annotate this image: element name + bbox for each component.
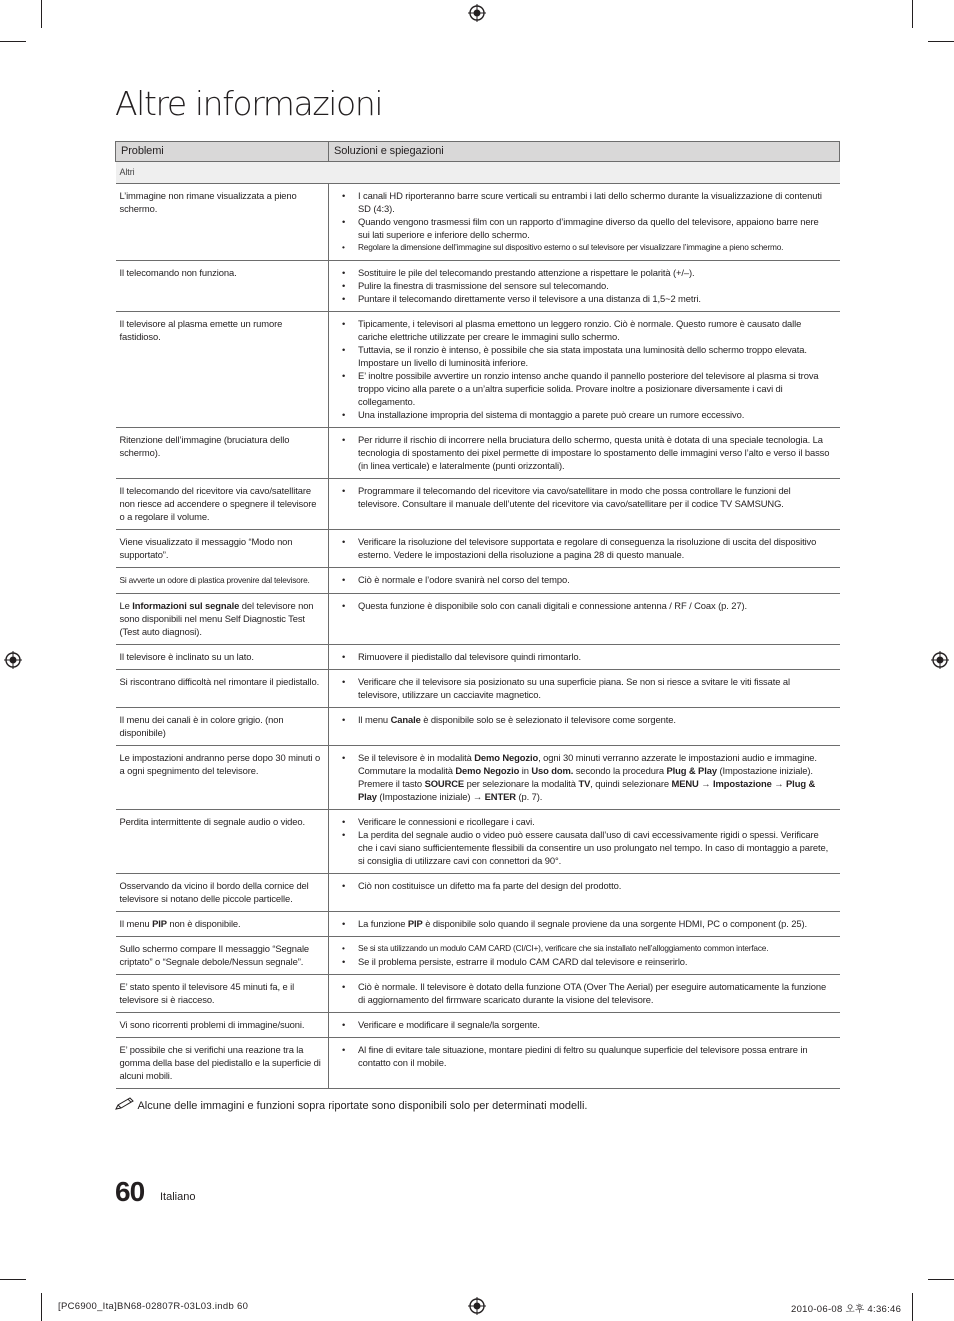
problem-cell — [116, 312, 329, 428]
bold-term: Demo Negozio — [455, 765, 520, 776]
solution-cell — [329, 312, 840, 428]
text-part: secondo la procedura — [573, 765, 667, 776]
solution-item — [334, 917, 835, 930]
problem-cell — [116, 645, 329, 670]
problem-text: Si riscontrano difficoltà nel rimontare il piedistallo. — [119, 676, 320, 687]
solution-item — [334, 713, 835, 726]
solution-cell — [329, 594, 840, 645]
solution-item: • Al fine di evitare tale situazione, montare piedini di feltro su qualunque superficie del televisore possa entrare in contatto con il mobile. — [334, 1043, 835, 1069]
solution-cell — [329, 645, 840, 670]
crop-mark — [0, 41, 26, 42]
bold-term: Plug & Play — [358, 778, 816, 802]
troubleshooting-table — [115, 141, 840, 1089]
registration-mark-icon — [4, 651, 22, 669]
text-part: Il menu — [358, 714, 391, 725]
text-part: La funzione — [358, 918, 408, 929]
header-solutions: Soluzioni e spiegazioni — [329, 142, 840, 162]
footer-timestamp: 2010-06-08 오후 4:36:46 — [791, 1304, 902, 1315]
text-part: è disponibile solo quando il segnale proviene da una sorgente HDMI, PC o component (p. 25). — [422, 918, 807, 929]
solution-cell — [329, 1013, 840, 1038]
solution-list — [334, 189, 835, 254]
table-row — [116, 708, 840, 746]
solution-list — [334, 599, 835, 612]
solution-cell — [329, 746, 840, 810]
solution-list — [334, 266, 835, 305]
problem-text: Il telecomando non funziona. — [119, 267, 237, 278]
table-row — [116, 746, 840, 810]
table-row — [116, 975, 840, 1013]
problem-text: Ritenzione dell’immagine (bruciatura dello schermo). — [119, 434, 290, 458]
solution-cell — [329, 568, 840, 594]
solution-list — [334, 1018, 835, 1031]
text-part: → — [698, 778, 714, 789]
problem-cell — [116, 568, 329, 594]
text-part: Se il televisore è in modalità — [358, 752, 475, 763]
problem-cell — [116, 746, 329, 810]
section-row — [116, 162, 840, 184]
solution-item: • Quando vengono trasmessi film con un rapporto d’immagine diverso da quello del televisore, appaiono barre nere sui lati superiore e inferiore dello schermo. — [334, 215, 835, 241]
header-problems: Problemi — [116, 142, 329, 162]
text-part: per selezionare la modalità — [464, 778, 579, 789]
problem-cell — [116, 530, 329, 568]
problem-cell — [116, 874, 329, 912]
table-row — [116, 261, 840, 312]
bold-term: Canale — [390, 714, 421, 725]
problem-text: Sullo schermo compare Il messaggio “Segnale criptato” o “Segnale debole/Nessun segnale”. — [119, 943, 310, 967]
footer-file-info: [PC6900_Ita]BN68-02807R-03L03.indb 60 — [58, 1301, 249, 1312]
table-row — [116, 594, 840, 645]
solution-cell — [329, 261, 840, 312]
problem-cell — [116, 428, 329, 479]
solution-cell — [329, 670, 840, 708]
problem-cell — [116, 670, 329, 708]
solution-cell — [329, 184, 840, 261]
solution-item: • Pulire la finestra di trasmissione del sensore sul telecomando. — [334, 279, 835, 292]
text-part: , quindi selezionare — [590, 778, 672, 789]
solution-cell — [329, 479, 840, 530]
problem-cell — [116, 912, 329, 937]
crop-mark — [912, 0, 913, 28]
note-text: Alcune delle immagini e funzioni sopra riportate sono disponibili solo per determinati modelli. — [137, 1100, 588, 1112]
problem-cell — [116, 261, 329, 312]
problem-text: Perdita intermittente di segnale audio o video. — [119, 816, 306, 827]
table-row — [116, 184, 840, 261]
solution-list — [334, 650, 835, 663]
problem-text: Vi sono ricorrenti problemi di immagine/suoni. — [119, 1019, 305, 1030]
table-row — [116, 428, 840, 479]
problem-text: Il televisore è inclinato su un lato. — [119, 651, 254, 662]
solution-item: • Tipicamente, i televisori al plasma emettono un leggero ronzio. Ciò è normale. Questo rumore è causato dalle cariche elettriche utilizzate per creare le immagini sullo schermo. — [334, 317, 835, 343]
problem-cell — [116, 594, 329, 645]
solution-item: • Puntare il telecomando direttamente verso il televisore a una distanza di 1,5~2 metri. — [334, 292, 835, 305]
solution-list — [334, 433, 835, 472]
solution-item: • Una installazione impropria del sistema di montaggio a parete può creare un rumore eccessivo. — [334, 408, 835, 421]
solution-item: • Ciò è normale. Il televisore è dotato della funzione OTA (Over The Aerial) per eseguire automaticamente la funzione di aggiornamento del firmware scaricato durante la visione del televisore. — [334, 980, 835, 1006]
solution-list — [334, 317, 835, 421]
text-part: del televisore non sono disponibili nel menu Self Diagnostic Test (Test auto diagnosi). — [119, 600, 314, 637]
solution-cell — [329, 810, 840, 874]
crop-mark — [41, 0, 42, 28]
solution-list — [334, 675, 835, 701]
text-part: (Impostazione iniziale) → — [376, 791, 485, 802]
problem-text: Il televisore al plasma emette un rumore fastidioso. — [119, 318, 283, 342]
table-row — [116, 1038, 840, 1089]
solution-item: • I canali HD riporteranno barre scure verticali su entrambi i lati dello schermo durante la visualizzazione di contenuti SD (4:3). — [334, 189, 835, 215]
text-part: è disponibile solo se è selezionato il televisore come sorgente. — [420, 714, 676, 725]
bold-term: Plug & Play — [666, 765, 717, 776]
table-row — [116, 670, 840, 708]
problem-cell — [116, 708, 329, 746]
text-part: in — [519, 765, 532, 776]
text-part: , ogni 30 minuti verranno azzerate le impostazioni audio e immagine. Commutare la modalità — [358, 752, 817, 776]
solution-list — [334, 980, 835, 1006]
page-number: 60 — [115, 1176, 145, 1207]
bold-term: ENTER — [484, 791, 516, 802]
solution-cell — [329, 912, 840, 937]
bold-term: SOURCE — [424, 778, 465, 789]
solution-list — [334, 573, 835, 586]
solution-list — [334, 535, 835, 561]
solution-item: • Rimuovere il piedistallo dal televisore quindi rimontarlo. — [334, 650, 835, 663]
bold-term: Uso dom. — [531, 765, 574, 776]
problem-cell — [116, 937, 329, 975]
solution-item: • Tuttavia, se il ronzio è intenso, è possibile che sia stata impostata una luminosità dello schermo troppo elevata. Impostare un livello di luminosità inferiore. — [334, 343, 835, 369]
solution-item: • Sostituire le pile del telecomando prestando attenzione a rispettare le polarità (+/–). — [334, 266, 835, 279]
section-label: Altri — [116, 162, 840, 184]
solution-cell — [329, 530, 840, 568]
table-row — [116, 479, 840, 530]
solution-item: • Programmare il telecomando del ricevitore via cavo/satellitare in modo che possa controllare le funzioni del televisore. Consultare il manuale dell’utente del ricevitore via cavo/satellitare per il codice TV SAMSUNG. — [334, 484, 835, 510]
table-row — [116, 912, 840, 937]
table-row — [116, 937, 840, 975]
problem-cell — [116, 975, 329, 1013]
solution-item: • Se si sta utilizzando un modulo CAM CARD (CI/CI+), verificare che sia installato nell’alloggiamento common interface. — [334, 942, 835, 955]
solution-list — [334, 484, 835, 510]
text-part: (p. 7). — [515, 791, 543, 802]
solution-list — [334, 713, 835, 726]
problem-cell — [116, 184, 329, 261]
solution-cell — [329, 975, 840, 1013]
bold-term: Demo Negozio — [474, 752, 539, 763]
problem-text: Il menu dei canali è in colore grigio. (non disponibile) — [119, 714, 284, 738]
problem-text: Il telecomando del ricevitore via cavo/satellitare non riesce ad accendere o spegnere il televisore o a regolare il volume. — [119, 485, 317, 522]
problem-text: Le impostazioni andranno perse dopo 30 minuti o a ogni spegnimento del televisore. — [119, 752, 321, 776]
solution-item: • Questa funzione è disponibile solo con canali digitali e connessione antenna / RF / Coax (p. 27). — [334, 599, 835, 612]
pencil-note-icon — [115, 1097, 135, 1111]
solution-item: • Se il problema persiste, estrarre il modulo CAM CARD dal televisore e reinserirlo. — [334, 955, 835, 968]
solution-item: • E’ inoltre possibile avvertire un ronzio intenso anche quando il pannello posteriore del televisore al plasma si trova troppo vicino alla parete o a un’altra superficie solida. Provare inoltre a posizionare diversamente i cavi di collegamento. — [334, 369, 835, 408]
solution-item: • Ciò è normale e l’odore svanirà nel corso del tempo. — [334, 573, 835, 586]
solution-cell — [329, 708, 840, 746]
table-row — [116, 645, 840, 670]
bold-term: TV — [578, 778, 591, 789]
table-row — [116, 530, 840, 568]
problem-text: E’ possibile che si verifichi una reazione tra la gomma della base del piedistallo e la superficie di alcuni mobili. — [119, 1044, 321, 1081]
solution-cell — [329, 937, 840, 975]
registration-mark-icon — [468, 4, 486, 22]
text-part: non è disponibile. — [166, 918, 241, 929]
text-part: Il menu — [119, 918, 153, 929]
problem-text: L’immagine non rimane visualizzata a pieno schermo. — [119, 190, 297, 214]
solution-list — [334, 815, 835, 867]
solution-item: • Verificare e modificare il segnale/la sorgente. — [334, 1018, 835, 1031]
bold-term: Informazioni sul segnale — [132, 600, 240, 611]
crop-mark — [41, 1293, 42, 1321]
solution-item — [334, 751, 835, 803]
solution-item: • Ciò non costituisce un difetto ma fa parte del design del prodotto. — [334, 879, 835, 892]
bold-term: Impostazione — [713, 778, 772, 789]
solution-item: • Verificare le connessioni e ricollegare i cavi. — [334, 815, 835, 828]
solution-cell — [329, 874, 840, 912]
crop-mark — [0, 1279, 26, 1280]
table-row — [116, 312, 840, 428]
crop-mark — [912, 1293, 913, 1321]
registration-mark-icon — [468, 1297, 486, 1315]
note — [115, 1097, 839, 1112]
bold-term: MENU — [671, 778, 699, 789]
crop-mark — [928, 41, 954, 42]
table-row — [116, 568, 840, 594]
problem-text: Osservando da vicino il bordo della cornice del televisore si notano delle piccole particelle. — [119, 880, 309, 904]
text-part: → — [771, 778, 787, 789]
problem-text: Si avverte un odore di plastica provenire dal televisore. — [119, 575, 310, 585]
table-header-row — [116, 142, 840, 162]
problem-cell — [116, 1038, 329, 1089]
table-row — [116, 1013, 840, 1038]
language-label: Italiano — [160, 1191, 196, 1203]
solution-cell — [329, 428, 840, 479]
bold-term: PIP — [152, 918, 167, 929]
solution-item: • Per ridurre il rischio di incorrere nella bruciatura dello schermo, questa unità è dotata di una speciale tecnologia. La tecnologia di spostamento dei pixel permette di impostare lo spostamento delle immagini verso l’alto e verso il basso (in linea verticale) e lateralmente (punti orizzontali). — [334, 433, 835, 472]
problem-text: E’ stato spento il televisore 45 minuti fa, e il televisore si è riacceso. — [119, 981, 295, 1005]
solution-item: • Verificare la risoluzione del televisore supportata e regolare di conseguenza la risoluzione di uscita del dispositivo esterno. Vedere le impostazioni della risoluzione a pagina 28 di questo manuale. — [334, 535, 835, 561]
bold-term: PIP — [407, 918, 423, 929]
registration-mark-icon — [931, 651, 949, 669]
solution-list — [334, 942, 835, 968]
crop-mark — [928, 1279, 954, 1280]
solution-item: • Regolare la dimensione dell’immagine sul dispositivo esterno o sul televisore per visualizzare l’immagine a pieno schermo. — [334, 241, 835, 254]
text-part: Le — [119, 600, 133, 611]
problem-cell — [116, 479, 329, 530]
solution-cell — [329, 1038, 840, 1089]
solution-list — [334, 751, 835, 803]
solution-item: • Verificare che il televisore sia posizionato su una superficie piana. Se non si riesce a svitare le viti fissate al televisore, utilizzare un cacciavite magnetico. — [334, 675, 835, 701]
solution-item: • La perdita del segnale audio o video può essere causata dall’uso di cavi eccessivamente rigidi o spessi. Verificare che i cavi siano sufficientemente flessibili da consentire un uso prolungato nel tempo. In caso di montaggio a parete, si consiglia di utilizzare cavi con connettori da 90°. — [334, 828, 835, 867]
problem-cell — [116, 810, 329, 874]
page-title: Altre informazioni — [115, 84, 383, 123]
problem-text: Viene visualizzato il messaggio “Modo non supportato”. — [119, 536, 293, 560]
solution-list — [334, 879, 835, 892]
problem-cell — [116, 1013, 329, 1038]
text-part: (Impostazione iniziale). Premere il tasto — [358, 765, 813, 789]
table-row — [116, 810, 840, 874]
table-row — [116, 874, 840, 912]
solution-list — [334, 917, 835, 930]
solution-list — [334, 1043, 835, 1069]
